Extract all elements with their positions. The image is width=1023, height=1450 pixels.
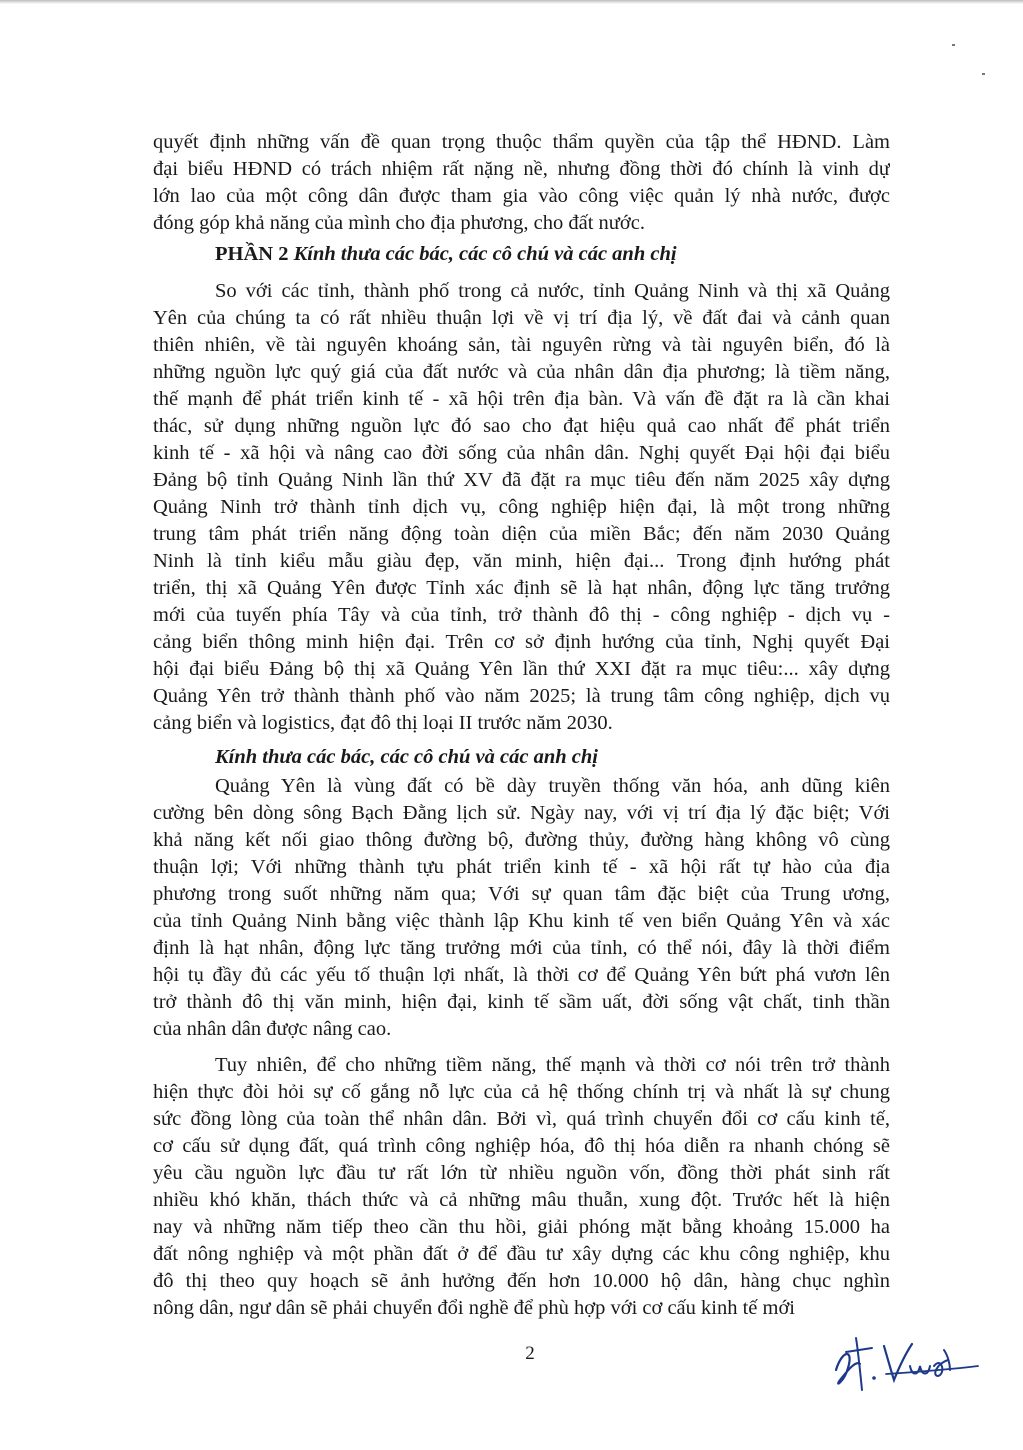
- section-number: PHẦN 2: [215, 243, 289, 265]
- section-heading: [215, 241, 677, 268]
- text-line: định là hạt nhân, động lực tăng trưởng mới của tỉnh, có thể nói, đây là thời điểm: [153, 937, 890, 959]
- text-line: nay và những năm tiếp theo cần thu hồi, giải phóng mặt bằng khoảng 15.000 ha: [153, 1216, 890, 1238]
- text-line: cơ cấu sử dụng đất, quá trình công nghiệp hóa, đô thị hóa diễn ra nhanh chóng sẽ: [153, 1135, 890, 1157]
- text-line: hiện thực đòi hỏi sự cố gắng nỗ lực của cả hệ thống chính trị và nhất là sự chung: [153, 1081, 890, 1103]
- text-line: mới của tuyến phía Tây và của tỉnh, trở thành đô thị - công nghiệp - dịch vụ -: [153, 604, 890, 626]
- text-line: cảng biển và logistics, đạt đô thị loại II trước năm 2030.: [153, 712, 613, 734]
- text-line: Quảng Yên là vùng đất có bề dày truyền thống văn hóa, anh dũng kiên: [215, 775, 890, 797]
- text-line: Yên của chúng ta có rất nhiều thuận lợi về vị trí địa lý, về đất đai và cảnh quan: [153, 307, 890, 329]
- text-line: lớn lao của một công dân được tham gia vào công việc quản lý nhà nước, được: [153, 185, 890, 207]
- text-line: đô thị theo quy hoạch sẽ ảnh hưởng đến hơn 10.000 hộ dân, hàng chục nghìn: [153, 1270, 890, 1292]
- text-line: đất nông nghiệp và một phần đất ở để đầu tư xây dựng các khu công nghiệp, khu: [153, 1243, 890, 1265]
- text-line: đại biểu HĐND có trách nhiệm rất nặng nề, nhưng đồng thời đó chính là vinh dự: [153, 158, 890, 180]
- text-line: Quảng Yên trở thành thành phố vào năm 2025; là trung tâm công nghiệp, dịch vụ: [153, 685, 890, 707]
- text-line: kinh tế - xã hội và nâng cao đời sống của nhân dân. Nghị quyết Đại hội đại biểu: [153, 442, 890, 464]
- section-title: Kính thưa các bác, các cô chú và các anh chị: [293, 243, 677, 265]
- text-line: của tỉnh Quảng Ninh bằng việc thành lập Khu kinh tế ven biển Quảng Yên và xác: [153, 910, 890, 932]
- text-line: của nhân dân được nâng cao.: [153, 1018, 392, 1040]
- text-line: những nguồn lực quý giá của đất nước và của nhân dân địa phương; là tiềm năng,: [153, 361, 890, 383]
- text-line: quyết định những vấn đề quan trọng thuộc thẩm quyền của tập thể HĐND. Làm: [153, 131, 890, 153]
- text-line: Tuy nhiên, để cho những tiềm năng, thế mạnh và thời cơ nói trên trở thành: [215, 1054, 890, 1076]
- text-line: Quảng Ninh trở thành tỉnh dịch vụ, công nghiệp hiện đại, là một trong những: [153, 496, 890, 518]
- text-line: hội tụ đầy đủ các yếu tố thuận lợi nhất, là thời cơ để Quảng Yên bứt phá vươn lên: [153, 964, 890, 986]
- text-line: hội đại biểu Đảng bộ thị xã Quảng Yên lần thứ XXI đặt ra mục tiêu:... xây dựng: [153, 658, 890, 680]
- text-line: cảng biển thông minh hiện đại. Trên cơ sở định hướng của tỉnh, Nghị quyết Đại: [153, 631, 890, 653]
- text-line: Ninh là tỉnh kiểu mẫu giàu đẹp, văn minh, hiện đại... Trong định hướng phát: [153, 550, 890, 572]
- text-line: nông dân, ngư dân sẽ phải chuyển đổi nghề để phù hợp với cơ cấu kinh tế mới: [153, 1297, 796, 1319]
- text-line: cường bên dòng sông Bạch Đằng lịch sử. Ngày nay, với vị trí địa lý đặc biệt; Với: [153, 802, 890, 824]
- text-line: yêu cầu nguồn lực đầu tư rất lớn từ nhiều nguồn vốn, đồng thời phát sinh rất: [153, 1162, 890, 1184]
- text-line: Đảng bộ tỉnh Quảng Ninh lần thứ XV đã đặt ra mục tiêu đến năm 2025 xây dựng: [153, 469, 890, 491]
- text-line: phương trong suốt những năm qua; Với sự quan tâm đặc biệt của Trung ương,: [153, 883, 890, 905]
- text-line: sức đồng lòng của toàn thể nhân dân. Bởi vì, quá trình chuyển đổi cơ cấu kinh tế,: [153, 1108, 890, 1130]
- text-line: thuận lợi; Với những thành tựu phát triển kinh tế - xã hội rất tự hào của địa: [153, 856, 890, 878]
- text-line: triển, thị xã Quảng Yên được Tỉnh xác định sẽ là hạt nhân, động lực tăng trưởng: [153, 577, 890, 599]
- handwritten-signature: [826, 1330, 986, 1400]
- text-line: khả năng kết nối giao thông đường bộ, đường thủy, đường hàng không vô cùng: [153, 829, 890, 851]
- text-line: So với các tỉnh, thành phố trong cả nước, tỉnh Quảng Ninh và thị xã Quảng: [215, 280, 890, 302]
- text-line: đóng góp khả năng của mình cho địa phương, cho đất nước.: [153, 212, 645, 234]
- text-line: thác, sử dụng những nguồn lực đó sao cho đạt hiệu quả cao nhất để phát triển: [153, 415, 890, 437]
- text-line: trung tâm phát triển năng động toàn diện của miền Bắc; đến năm 2030 Quảng: [153, 523, 890, 545]
- page-number: 2: [525, 1343, 535, 1364]
- text-line: nhiều khó khăn, thách thức và cả những mâu thuẫn, xung đột. Trước hết là hiện: [153, 1189, 890, 1211]
- greeting-heading: Kính thưa các bác, các cô chú và các anh chị: [215, 746, 598, 768]
- text-line: trở thành đô thị văn minh, hiện đại, kinh tế sầm uất, đời sống vật chất, tinh thần: [153, 991, 890, 1013]
- text-line: thiên nhiên, về tài nguyên khoáng sản, tài nguyên rừng và tài nguyên biển, đó là: [153, 334, 890, 356]
- text-line: thế mạnh để phát triển kinh tế - xã hội trên địa bàn. Và vấn đề đặt ra là cần khai: [153, 388, 890, 410]
